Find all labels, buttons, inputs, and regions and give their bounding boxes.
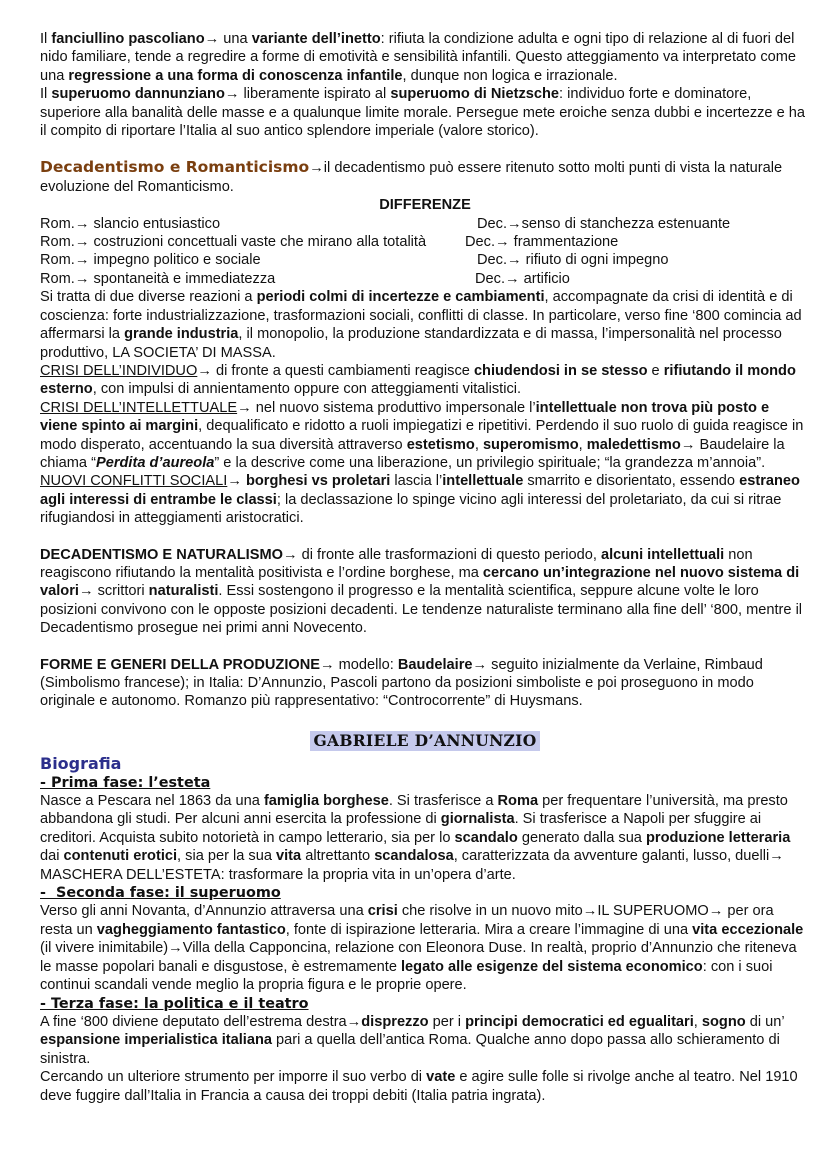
paragraph-superuomo: Il superuomo dannunziano→ liberamente ispirato al superuomo di Nietzsche: individuo forte e dominatore, superiore alla banalità delle masse e a qualunque limite morale. Persegue mete eroiche senza dubbi e incertezze e ha il compito di riportare l’Italia al suo antico splendore imperiale (valore storico).	[40, 86, 806, 140]
paragraph-reazioni: Si tratta di due diverse reazioni a periodi colmi di incertezze e cambiamenti, accompagnate da crisi di identità e di coscienza: forte industrializzazione, trasformazioni sociali, conflitti di classe. In particolare, verso fine ‘800 comincia ad affermarsi la grande industria, il monopolio, la produzione standardizzata e di massa, l’impersonalità nel processo produttivo, LA SOCIETA’ DI MASSA.	[40, 289, 802, 361]
document-page	[40, 30, 810, 1105]
section-title-decadentismo: Decadentismo e Romanticismo	[40, 158, 310, 177]
paragraph-crisi-individuo: CRISI DELL’INDIVIDUO→ di fronte a questi cambiamenti reagisce chiudendosi in se stesso e rifiutando il mondo esterno, con impulsi di annientamento oppure con atteggiamenti vitalistici.	[40, 362, 796, 398]
table-row: Rom.→ slancio entusiastico Dec.→senso di stanchezza estenuante	[40, 215, 731, 232]
table-row: Rom.→ impegno politico e sociale Dec.→ rifiuto di ogni impegno	[40, 252, 669, 269]
phase1-heading: - Prima fase: l’esteta	[40, 774, 211, 791]
table-row: Rom.→ costruzioni concettuali vaste che mirano alla totalità Dec.→ frammentazione	[40, 234, 619, 251]
dannunzio-title: GABRIELE D’ANNUNZIO	[310, 731, 539, 751]
paragraph-forme-generi: FORME E GENERI DELLA PRODUZIONE→ modello: Baudelaire→ seguito inizialmente da Verlaine, Rimbaud (Simbolismo francese); in Italia: D’Annunzio, Pascoli partono da posizioni simboliste e poi proseguono in modo originale e autonomo. Romanzo più rappresentativo: “Controcorrente” di Huysmans.	[40, 656, 763, 710]
differences-heading: DIFFERENZE	[379, 197, 471, 214]
paragraph-phase1: Nasce a Pescara nel 1863 da una famiglia borghese. Si trasferisce a Roma per frequentare l’università, ma presto abbandona gli studi. Per alcuni anni esercita la professione di giornalista. Si trasferisce a Napoli per sfuggire ai creditori. Acquista subito notorietà in campo letterario, sia per lo scandalo generato dalla sua produzione letteraria dai contenuti erotici, sia per la sua vita altrettanto scandalosa, caratterizzata da avventure galanti, lusso, duelli→ MASCHERA DELL’ESTETA: trasformare la propria vita in un’opera d’arte.	[40, 793, 791, 883]
paragraph-decadentismo-romanticismo: Decadentismo e Romanticismo→il decadentismo può essere ritenuto sotto molti punti di vista la naturale evoluzione del Romanticismo.	[40, 158, 783, 195]
paragraph-phase3-teatro: Cercando un ulteriore strumento per imporre il suo verbo di vate e agire sulle folle si rivolge anche al teatro. Nel 1910 deve fuggire dall’Italia in Francia a causa dei troppi debiti (Italia patria ingrata).	[40, 1069, 798, 1104]
phase3-heading: - Terza fase: la politica e il teatro	[40, 995, 309, 1012]
dannunzio-title-box	[40, 731, 810, 751]
paragraph-conflitti-sociali: NUOVI CONFLITTI SOCIALI→ borghesi vs proletari lascia l’intellettuale smarrito e disorientato, essendo estraneo agli interessi di entrambe le classi; la declassazione lo spinge vicino agli interessi del proletariato, da cui si ritrae rifugiandosi in atteggiamenti aristocratici.	[40, 473, 800, 527]
phase2-heading: - Seconda fase: il superuomo	[40, 885, 281, 902]
paragraph-fanciullino: Il fanciullino pascoliano→ una variante dell’inetto: rifiuta la condizione adulta e ogni tipo di relazione al di fuori del nido familiare, tende a regredire a forme di emotività e sensibilità infantili. Questo atteggiamento va interpretato come una regressione a una forma di conoscenza infantile, dunque non logica e irrazionale.	[40, 31, 797, 84]
table-row: Rom.→ spontaneità e immediatezza Dec.→ artificio	[40, 270, 570, 287]
paragraph-phase3: A fine ‘800 diviene deputato dell’estrema destra→disprezzo per i principi democratici ed egualitari, sogno di un’ espansione imperialistica italiana pari a quella dell’antica Roma. Qualche anno dopo passa allo schieramento di sinistra.	[40, 1013, 785, 1067]
paragraph-crisi-intellettuale: CRISI DELL’INTELLETTUALE→ nel nuovo sistema produttivo impersonale l’intellettuale non trova più posto e viene spinto ai margini, dequalificato e ridotto a ruoli impiegatizi e ripetitivi. Perdendo il suo ruolo di guida reagisce in modo disperato, accentuando la sua diversità attraverso estetismo, superomismo, maledettismo→ Baudelaire la chiama “Perdita d’aureola” e la descrive come una liberazione, un privilegio spirituale; “la grandezza m’annoia”.	[40, 399, 804, 471]
paragraph-naturalismo: DECADENTISMO E NATURALISMO→ di fronte alle trasformazioni di questo periodo, alcuni intellettuali non reagiscono rifiutando la mentalità positivista e l’ordine borghese, ma cercano un’integrazione nel nuovo sistema di valori→ scrittori naturalisti. Essi sostengono il progresso e la mentalità scientifica, seppure alcune volte le loro posizioni convivono con le opposte posizioni decadenti. Le tendenze naturaliste terminano alla fine dell’ ‘800, mentre il Decadentismo prosegue nei primi anni Novecento.	[40, 546, 803, 637]
differences-table	[40, 215, 810, 289]
biografia-heading: Biografia	[40, 754, 122, 774]
paragraph-phase2: Verso gli anni Novanta, d’Annunzio attraversa una crisi che risolve in un nuovo mito→IL SUPERUOMO→ per ora resta un vagheggiamento fantastico, fonte di ispirazione letteraria. Mira a creare l’immagine di una vita eccezionale (il vivere inimitabile)→Villa della Capponcina, relazione con Eleonora Duse. In realtà, proprio d’Annunzio che riteneva le masse popolari banali e disgustose, è estremamente legato alle esigenze del sistema economico: con i suoi continui scandali vende meglio la propria figura e le proprie opere.	[40, 903, 804, 994]
